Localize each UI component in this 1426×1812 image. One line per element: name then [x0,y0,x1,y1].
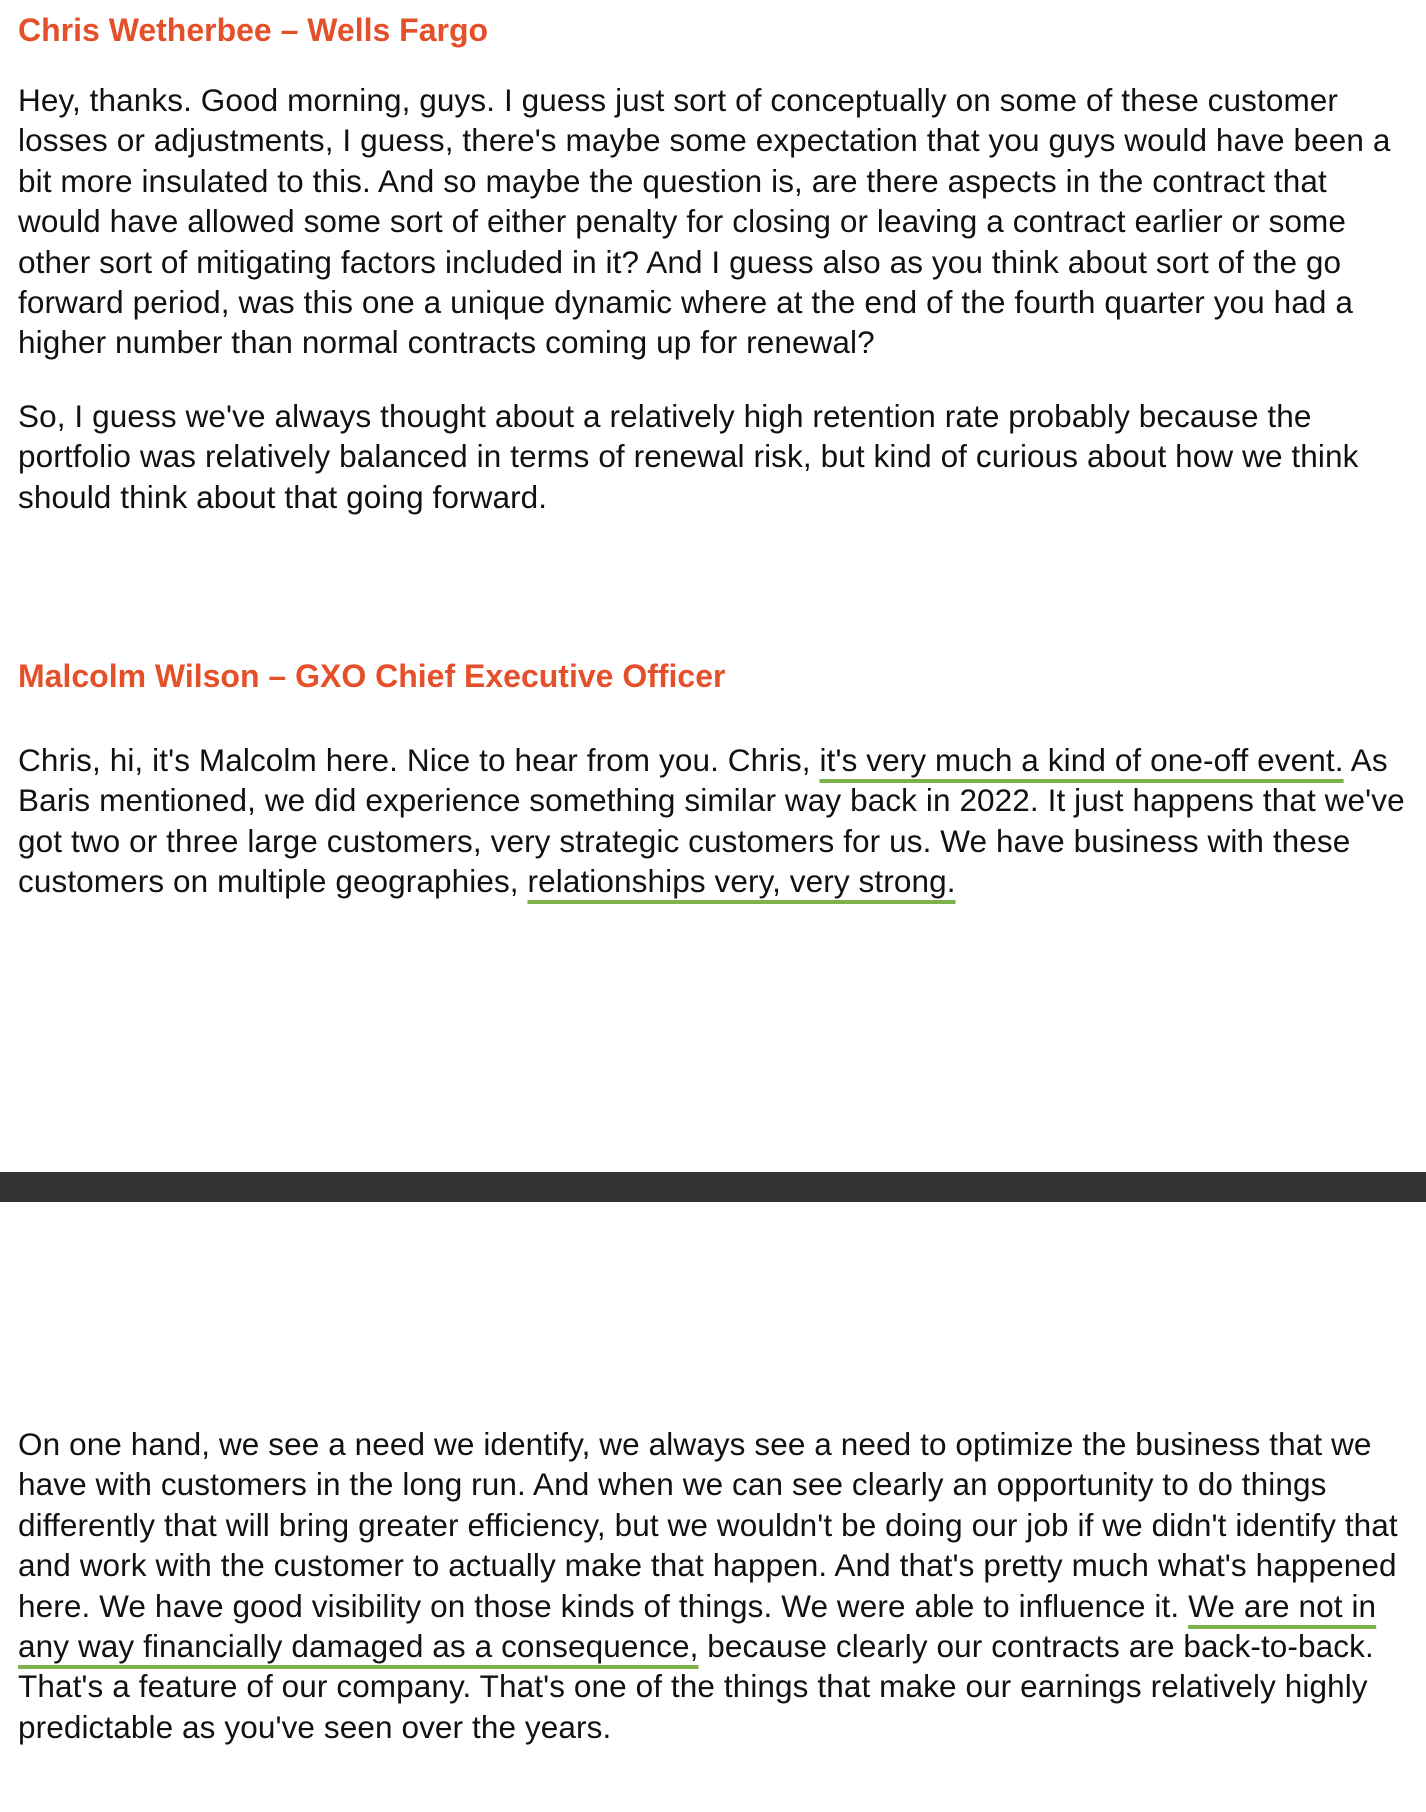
question-paragraph-1: Hey, thanks. Good morning, guys. I guess just sort of conceptually on some of these customer losses or adjustments, I guess, there's maybe some expectation that you guys would have been a bit more insulated to this. And so maybe the question is, are there aspects in the contract that would have allowed some sort of either penalty for closing or leaving a contract earlier or some other sort of mitigating factors included in it? And I guess also as you think about sort of the go forward period, was this one a unique dynamic where at the end of the fourth quarter you had a higher number than normal contracts coming up for renewal? [18,82,1391,361]
speaker-name-chris-wetherbee: Chris Wetherbee – Wells Fargo [18,12,489,48]
answer-paragraph-1 [18,740,1418,902]
answer-paragraph-2 [18,1424,1418,1747]
question-paragraph-2: So, I guess we've always thought about a relatively high retention rate probably because the portfolio was relatively balanced in terms of renewal risk, but kind of curious about how we think should think about that going forward. [18,398,1359,515]
page-separator [0,1172,1426,1202]
highlighted-phrase: it's very much a kind of one-off event. [819,742,1344,778]
answer-text-segment: As Baris mentioned, we did experience something similar way back in 2022. It just happens that we've got two or three large customers, very strategic customers for us. We have business with these customers on multiple geographies, [18,742,1405,900]
answer-text-segment: Chris, hi, it's Malcolm here. Nice to hear from you. Chris, [18,742,820,778]
highlighted-phrase: relationships very, very strong. [527,863,956,900]
answer-text-segment: because clearly our contracts are back-to-back. That's a feature of our company. That's one of the things that make our earnings relatively highly predictable as you've seen over the years. [18,1628,1374,1745]
speaker-name-malcolm-wilson: Malcolm Wilson – GXO Chief Executive Officer [18,658,726,694]
highlighted-phrase: We are not in any way financially damaged as a consequence, [18,1587,1377,1665]
answer-text-segment: On one hand, we see a need we identify, we always see a need to optimize the business that we have with customers in the long run. And when we can see clearly an opportunity to do things differently that will bring greater efficiency, but we wouldn't be doing our job if we didn't identify that and work with the customer to actually make that happen. And that's pretty much what's happened here. We have good visibility on those kinds of things. We were able to influence it. [18,1426,1398,1624]
document-page-bottom [0,1202,1426,1812]
